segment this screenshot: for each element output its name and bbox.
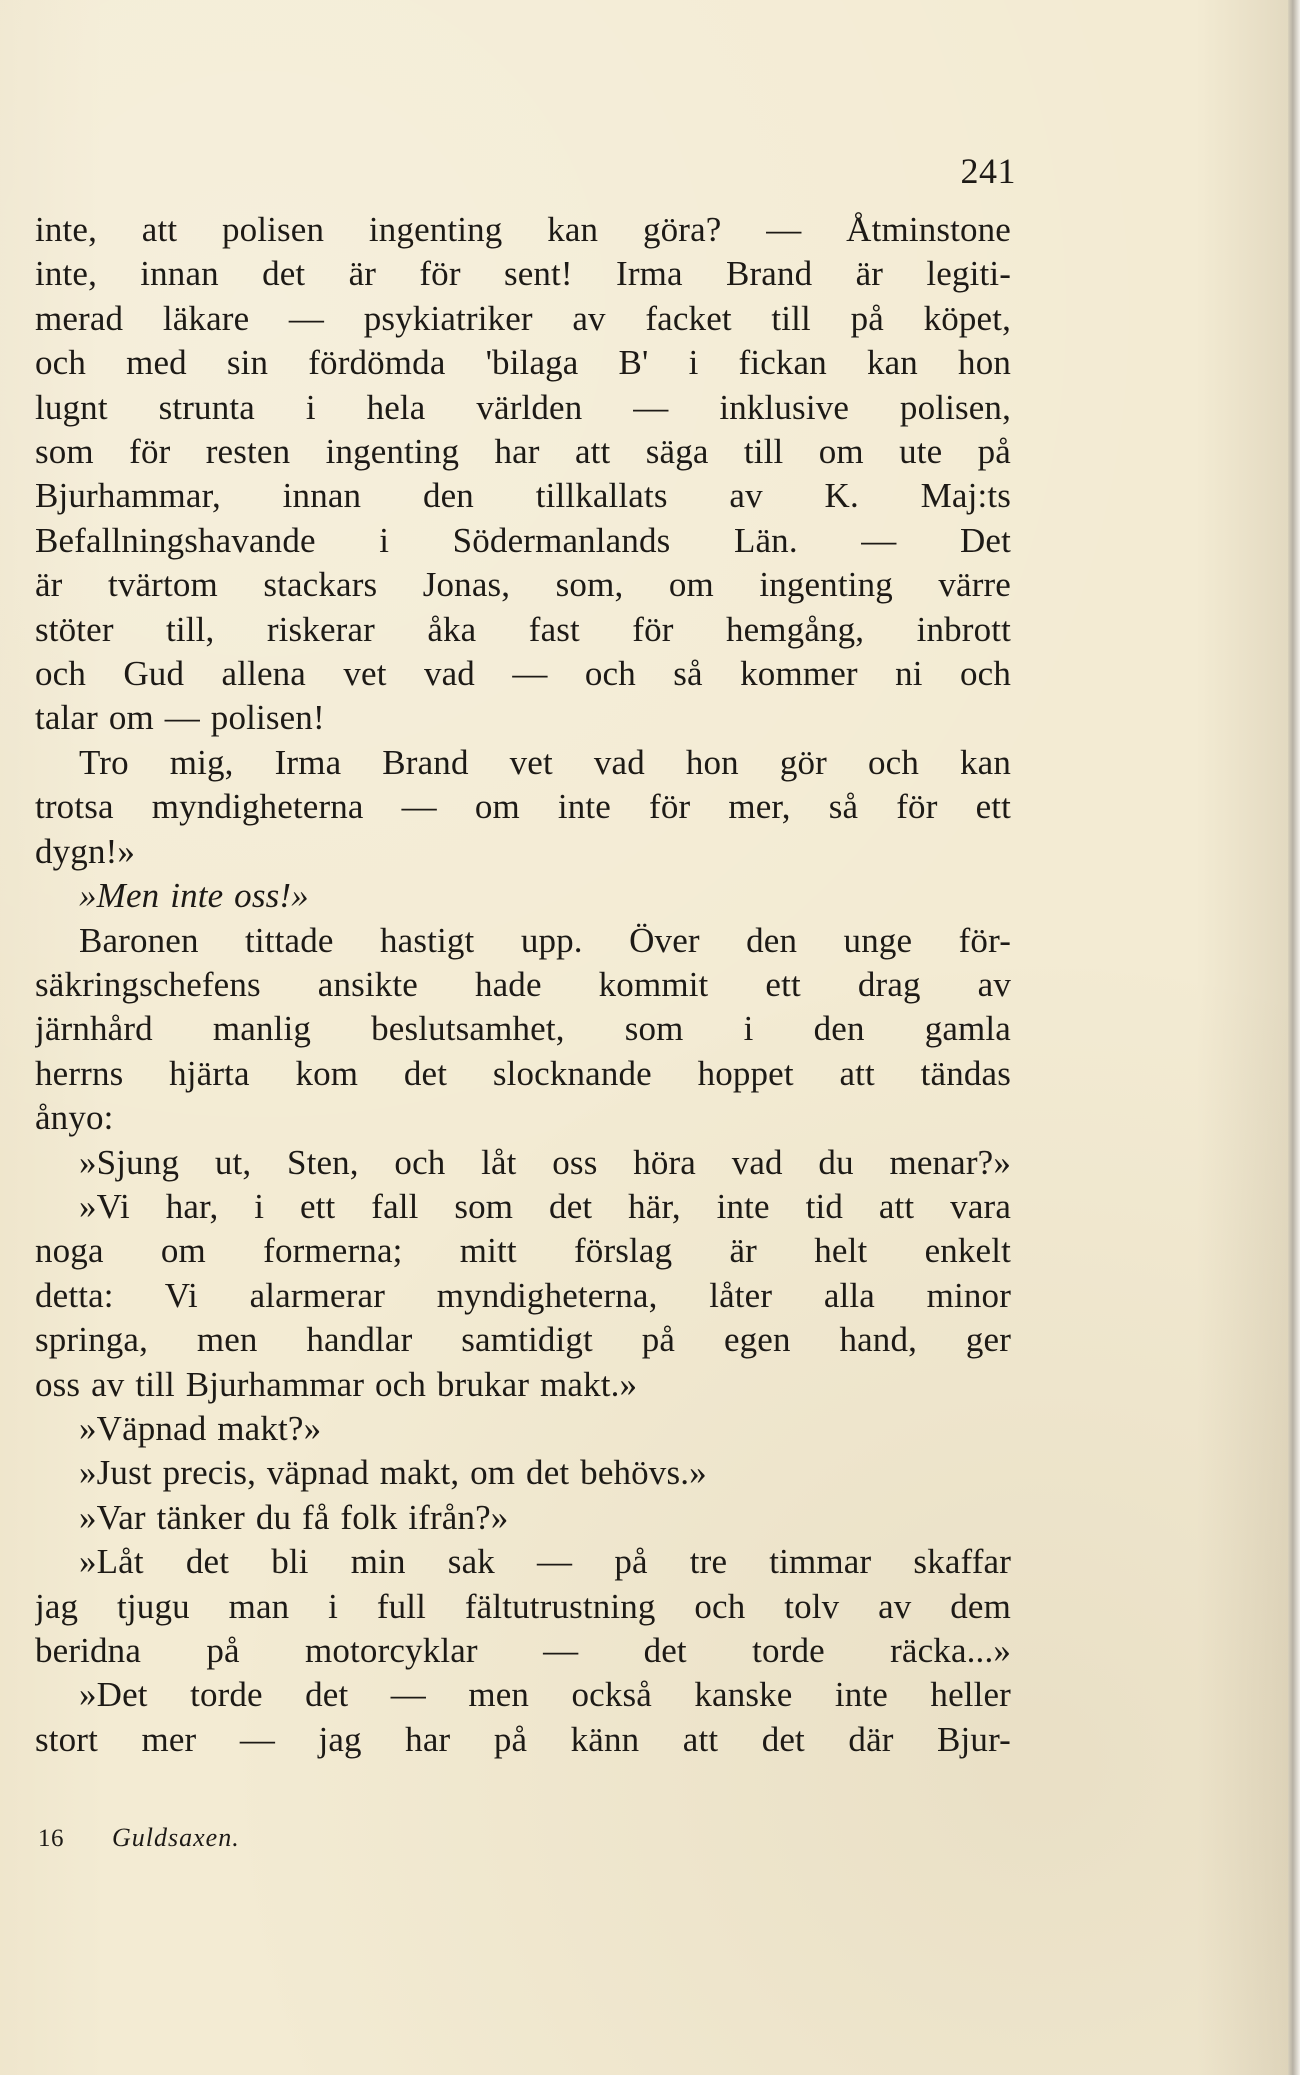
text-line: är tvärtom stackars Jonas, som, om ingenting värre (35, 565, 1011, 605)
text-line: »Det torde det — men också kanske inte heller (79, 1675, 1011, 1715)
text-line: detta: Vi alarmerar myndigheterna, låter alla minor (35, 1275, 1011, 1315)
text-line: herrns hjärta kom det slocknande hoppet att tändas (35, 1053, 1011, 1093)
text-line: noga om formerna; mitt förslag är helt enkelt (35, 1231, 1011, 1271)
text-line: Bjurhammar, innan den tillkallats av K. Maj:ts (35, 476, 1011, 516)
text-line: merad läkare — psykiatriker av facket till på köpet, (35, 298, 1011, 338)
text-line: oss av till Bjurhammar och brukar makt.» (35, 1364, 638, 1404)
page-footer (38, 1820, 398, 1856)
text-line: inte, att polisen ingenting kan göra? — Åtminstone (35, 210, 1011, 249)
text-line: järnhård manlig beslutsamhet, som i den gamla (35, 1009, 1011, 1049)
text-line: »Sjung ut, Sten, och låt oss höra vad du menar?» (79, 1142, 1011, 1182)
book-title: Guldsaxen. (112, 1823, 240, 1852)
text-line: jag tjugu man i full fältutrustning och tolv av dem (35, 1586, 1011, 1626)
page-edge (1288, 0, 1300, 2075)
text-line: lugnt strunta i hela världen — inklusive polisen, (35, 387, 1011, 427)
text-line: Befallningshavande i Södermanlands Län. — Det (35, 520, 1011, 560)
text-line: och Gud allena vet vad — och så kommer ni och (35, 654, 1011, 694)
text-line: Baronen tittade hastigt upp. Över den unge för- (79, 920, 1011, 960)
text-line: inte, innan det är för sent! Irma Brand är legiti- (35, 254, 1011, 294)
text-line: som för resten ingenting har att säga till om ute på (35, 432, 1011, 472)
text-line: »Var tänker du få folk ifrån?» (79, 1497, 509, 1537)
text-line: ånyo: (35, 1098, 114, 1138)
text-line: Tro mig, Irma Brand vet vad hon gör och kan (79, 742, 1011, 782)
page-number: 241 (960, 151, 1016, 191)
text-line: stöter till, riskerar åka fast för hemgång, inbrott (35, 609, 1011, 649)
text-line: talar om — polisen! (35, 698, 325, 738)
text-line: »Vi har, i ett fall som det här, inte tid att vara (79, 1186, 1011, 1226)
text-line: springa, men handlar samtidigt på egen hand, ger (35, 1320, 1011, 1360)
text-line: »Låt det bli min sak — på tre timmar skaffar (79, 1542, 1011, 1582)
text-line: »Just precis, väpnad makt, om det behövs.» (79, 1453, 707, 1493)
printer-signature: 16 (38, 1825, 64, 1852)
text-line: säkringschefens ansikte hade kommit ett drag av (35, 964, 1011, 1004)
text-line: dygn!» (35, 831, 136, 871)
text-line: »Väpnad makt?» (79, 1408, 322, 1448)
text-line: trotsa myndigheterna — om inte för mer, så för ett (35, 787, 1011, 827)
text-line: beridna på motorcyklar — det torde räcka...» (35, 1631, 1011, 1670)
text-line: »Men inte oss!» (79, 876, 309, 916)
body-text (35, 208, 1011, 1762)
text-line: stort mer — jag har på känn att det där Bjur- (35, 1719, 1011, 1759)
text-line: och med sin fördömda 'bilaga B' i fickan kan hon (35, 343, 1011, 383)
